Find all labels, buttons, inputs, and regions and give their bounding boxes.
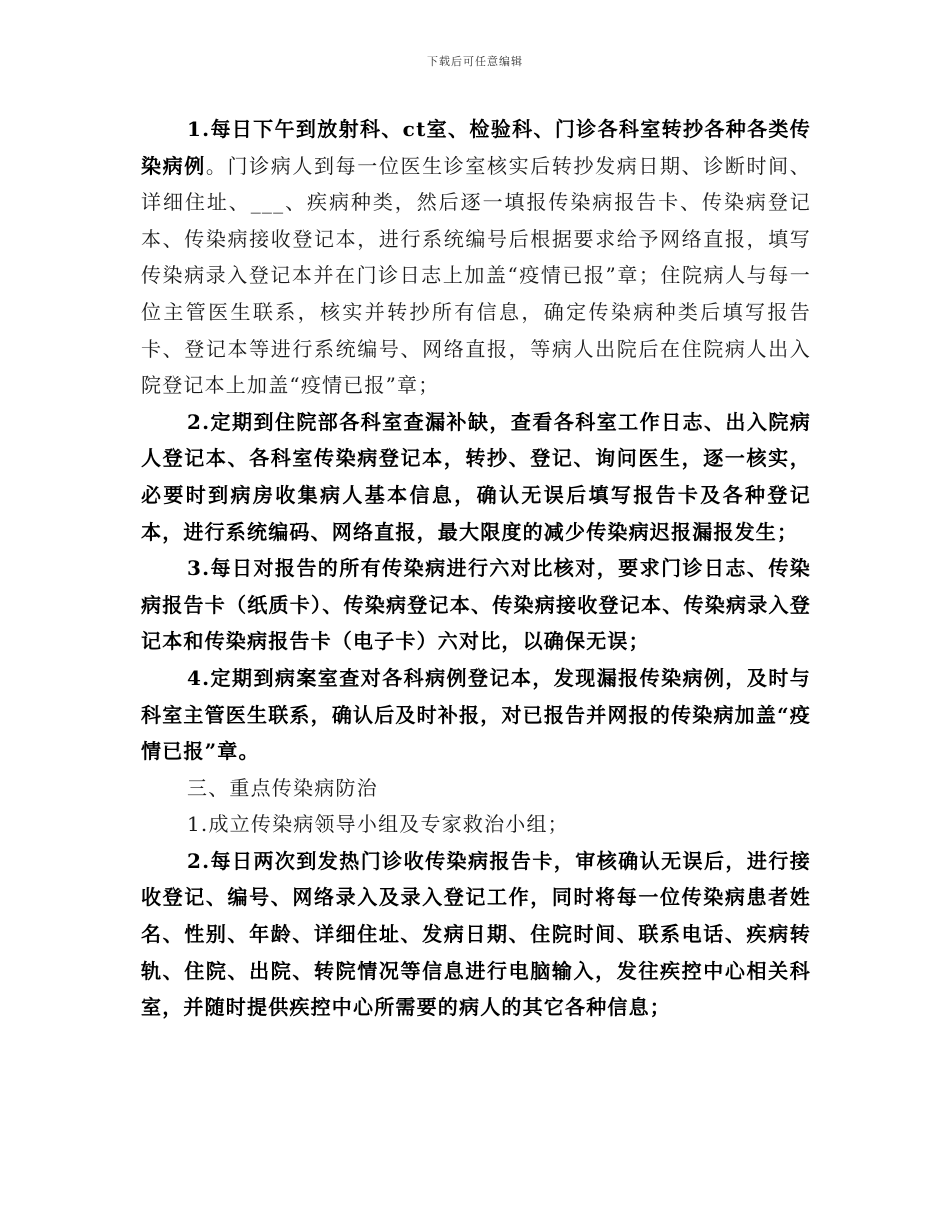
paragraph-1-lead: 1.每日下午到放射科、ct室、检验科、门诊各科室转抄各种各类传染病例 xyxy=(141,117,811,178)
paragraph-1 xyxy=(141,111,811,404)
paragraph-4: 4.定期到病案室查对各科病例登记本，发现漏报传染病例，及时与科室主管医生联系，确认后及时补报，对已报告并网报的传染病加盖“疫情已报”章。 xyxy=(141,665,811,764)
paragraph-2: 2.定期到住院部各科室查漏补缺，查看各科室工作日志、出入院病人登记本、各科室传染病登记本，转抄、登记、询问医生，逐一核实，必要时到病房收集病人基本信息，确认无误后填写报告卡及各种登记本，进行系统编码、网络直报，最大限度的减少传染病迟报漏报发生； xyxy=(141,409,811,544)
paragraph-7: 2.每日两次到发热门诊收传染病报告卡，审核确认无误后，进行接收登记、编号、网络录入及录入登记工作，同时将每一位传染病患者姓名、性别、年龄、详细住址、发病日期、住院时间、联系电话、疾病转轨、住院、出院、转院情况等信息进行电脑输入，发往疾控中心相关科室，并随时提供疾控中心所需要的病人的其它各种信息； xyxy=(141,848,811,1020)
paragraph-6: 1.成立传染病领导小组及专家救治小组； xyxy=(187,812,569,837)
section-heading: 三、重点传染病防治 xyxy=(187,775,378,800)
paragraph-1-rest: 。门诊病人到每一位医生诊室核实后转抄发病日期、诊断时间、详细住址、___、疾病种类，然后逐一填报传染病报告卡、传染病登记本、传染病接收登记本，进行系统编号后根据要求给予网络直报，填写传染病录入登记本并在门诊日志上加盖“疫情已报”章；住院病人与每一位主管医生联系，核实并转抄所有信息，确定传染病种类后填写报告卡、登记本等进行系统编号、网络直报，等病人出院后在住院病人出入院登记本上加盖“疫情已报”章； xyxy=(141,153,811,398)
document-body xyxy=(141,111,811,1026)
paragraph-3: 3.每日对报告的所有传染病进行六对比核对，要求门诊日志、传染病报告卡（纸质卡）、传染病登记本、传染病接收登记本、传染病录入登记本和传染病报告卡（电子卡）六对比，以确保无误； xyxy=(141,556,811,654)
page-header: 下载后可任意编辑 xyxy=(427,55,523,68)
